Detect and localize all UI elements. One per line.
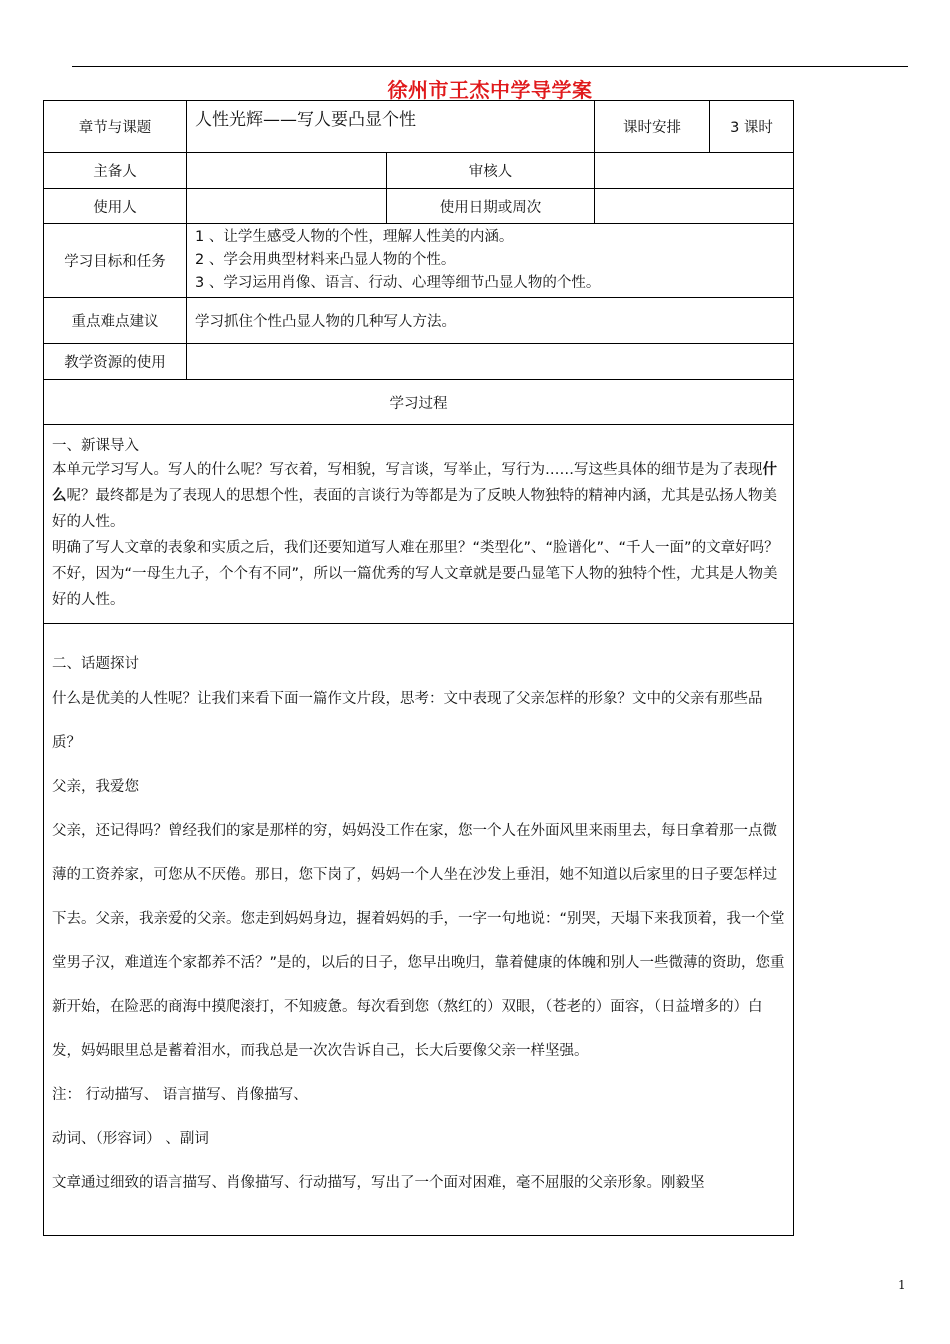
resources-value — [187, 344, 794, 380]
process-heading: 学习过程 — [44, 380, 794, 425]
preparer-value — [187, 153, 387, 189]
goals-label: 学习目标和任务 — [44, 224, 187, 298]
chapter-label: 章节与课题 — [44, 101, 187, 153]
school-title: 徐州市王杰中学导学案 — [387, 78, 593, 102]
page-number: 1 — [898, 1278, 906, 1292]
header-rule — [72, 66, 908, 67]
goal-item: 1 、让学生感受人物的个性，理解人性美的内涵。 — [195, 229, 514, 245]
key-points-label: 重点难点建议 — [44, 298, 187, 344]
intro-paragraph: 本单元学习写人。写人的什么呢？写衣着，写相貌，写言谈，写举止，写行为……写这些具体的细节是为了表现什么呢？最终都是为了表现人的思想个性，表面的言谈行为等都是为了反映人物独特的精神内涵，尤其是弘扬人物美好的人性。 — [52, 461, 777, 530]
section-heading: 二、话题探讨 — [52, 656, 139, 672]
lesson-plan-table — [43, 100, 794, 1236]
chapter-title: 人性光辉——写人要凸显个性 — [195, 110, 416, 130]
key-points-text: 学习抓住个性凸显人物的几种写人方法。 — [187, 298, 794, 344]
user-value — [187, 189, 387, 224]
essay-title: 父亲，我爱您 — [52, 779, 139, 795]
essay-text: 父亲，还记得吗？曾经我们的家是那样的穷，妈妈没工作在家，您一个人在外面风里来雨里去，每日拿着那一点微薄的工资养家，可您从不厌倦。那日，您下岗了，妈妈一个人坐在沙发上垂泪，她不知道以后家里的日子要怎样过下去。父亲，我亲爱的父亲。您走到妈妈身边，握着妈妈的手，一字一句地说：“别哭，天塌下来我顶着，我一个堂堂男子汉，难道连个家都养不活？”是的，以后的日子，您早出晚归，靠着健康的体魄和别人一些微薄的资助，您重新开始，在险恶的商海中摸爬滚打，不知疲惫。每次看到您（熬红的）双眼，（苍老的）面容，（日益增多的）白发，妈妈眼里总是蓄着泪水，而我总是一次次告诉自己，长大后要像父亲一样坚强。 — [52, 823, 785, 1059]
hours-value: 3 课时 — [710, 101, 794, 153]
hours-label: 课时安排 — [595, 101, 710, 153]
goals-cell — [187, 224, 794, 298]
discussion-question: 什么是优美的人性呢？让我们来看下面一篇作文片段，思考：文中表现了父亲怎样的形象？文中的父亲有那些品质？ — [52, 691, 763, 751]
goal-item: 2 、学会用典型材料来凸显人物的个性。 — [195, 252, 456, 268]
emphasis-text: 什么 — [52, 461, 777, 504]
date-label: 使用日期或周次 — [387, 189, 595, 224]
user-label: 使用人 — [44, 189, 187, 224]
discussion-section — [44, 624, 794, 1236]
reviewer-value — [595, 153, 794, 189]
chapter-title-cell — [187, 101, 595, 153]
date-value — [595, 189, 794, 224]
note-line: 注： 行动描写、 语言描写、肖像描写、 — [52, 1087, 308, 1103]
preparer-label: 主备人 — [44, 153, 187, 189]
section-heading: 一、新课导入 — [52, 437, 139, 454]
summary-text: 文章通过细致的语言描写、肖像描写、行动描写，写出了一个面对困难，毫不屈服的父亲形象。刚毅坚 — [52, 1175, 705, 1191]
reviewer-label: 审核人 — [387, 153, 595, 189]
goal-item: 3 、学习运用肖像、语言、行动、心理等细节凸显人物的个性。 — [195, 275, 601, 291]
note-line-2: 动词、（形容词） 、副词 — [52, 1131, 209, 1147]
intro-section — [44, 425, 794, 624]
resources-label: 教学资源的使用 — [44, 344, 187, 380]
intro-paragraph-2: 明确了写人文章的表象和实质之后，我们还要知道写人难在那里？“类型化”、“脸谱化”、“千人一面”的文章好吗？不好，因为“一母生九子，个个有不同”，所以一篇优秀的写人文章就是要凸显笔下人物的独特个性，尤其是人物美好的人性。 — [52, 539, 779, 608]
